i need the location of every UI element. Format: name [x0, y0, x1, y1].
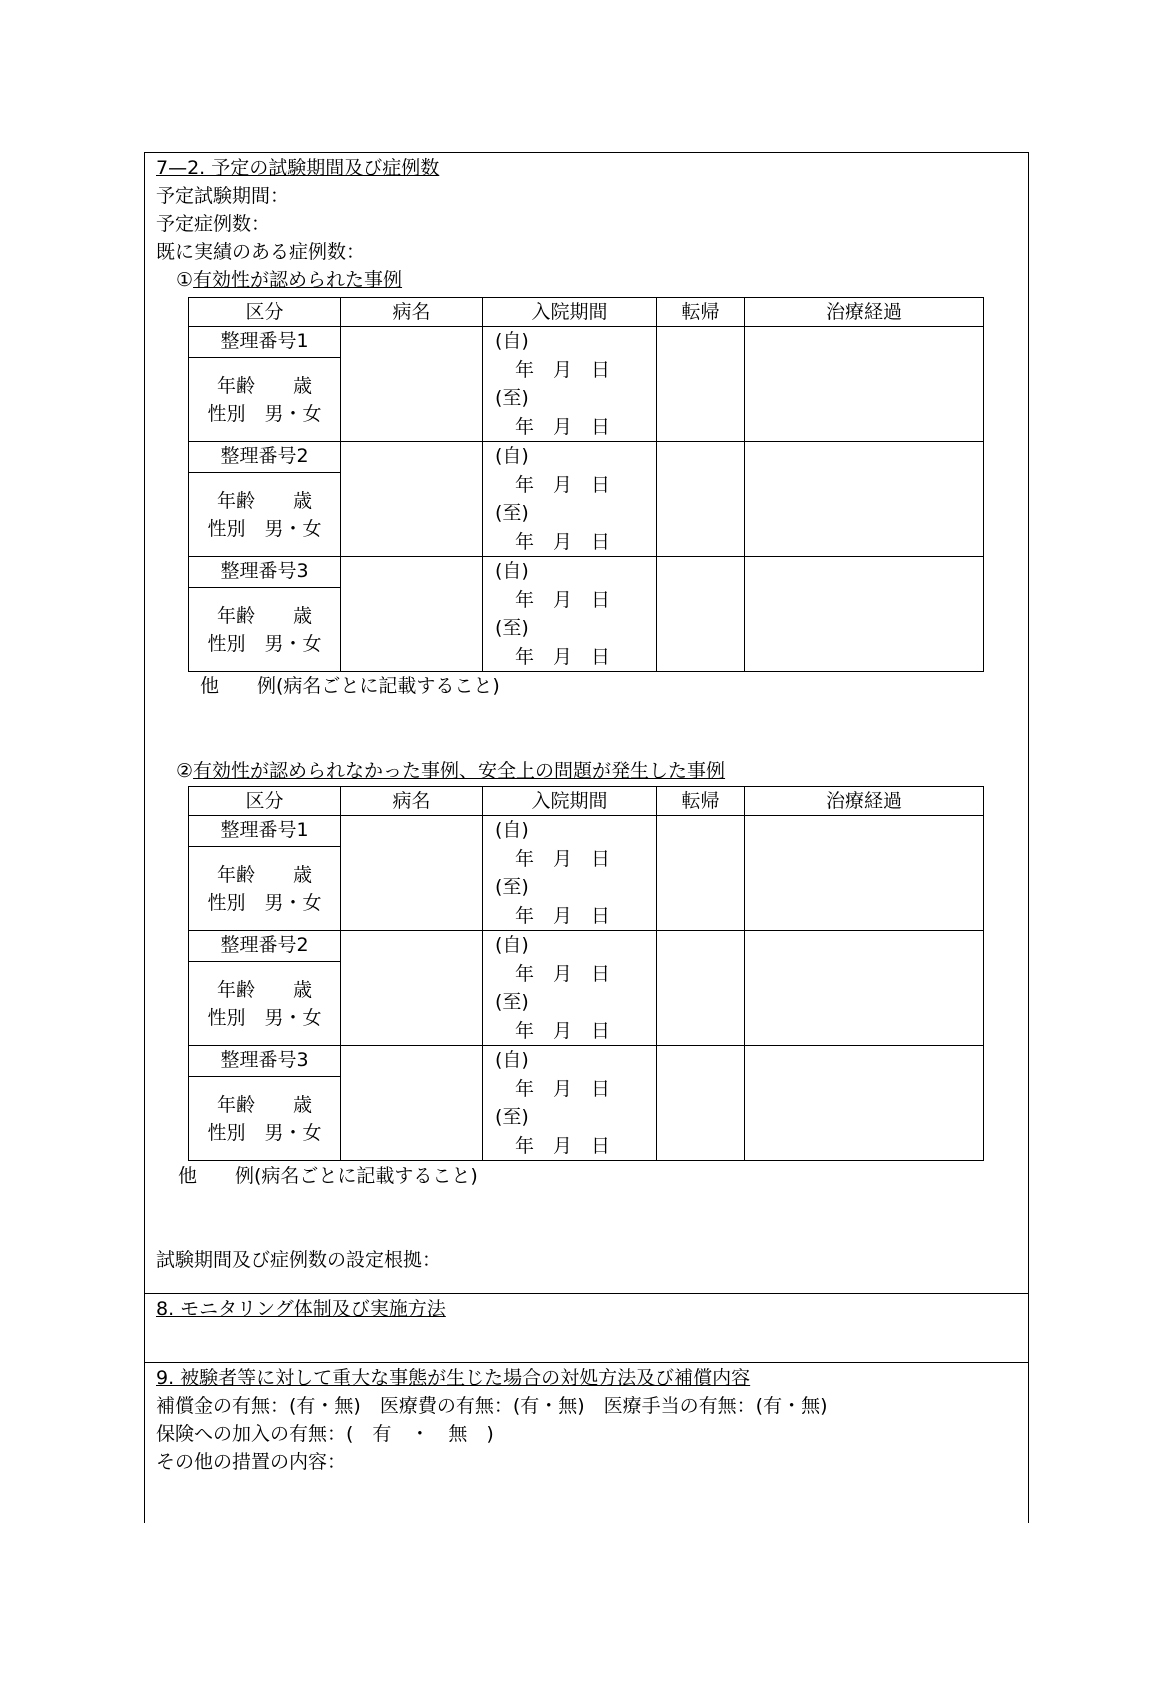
admission-period-cell[interactable] [483, 442, 657, 557]
noneffective-heading [176, 759, 725, 783]
outcome-cell[interactable] [657, 1046, 745, 1161]
date-label: 年 月 日 [515, 1019, 611, 1042]
to-label: (至) [495, 502, 529, 524]
disease-cell[interactable] [341, 557, 483, 672]
disease-cell[interactable] [341, 327, 483, 442]
treatment-course-cell[interactable] [745, 1046, 984, 1161]
effective-cases-table [188, 297, 984, 672]
treatment-course-cell[interactable] [745, 816, 984, 931]
table-row [189, 931, 984, 962]
other-cases-note: 他 例(病名ごとに記載すること) [178, 1165, 478, 1187]
effective-heading [176, 268, 402, 292]
section-7-2-title: 7—2. 予定の試験期間及び症例数 [156, 157, 440, 179]
admission-period-cell[interactable] [483, 327, 657, 442]
case-number: 整理番号1 [189, 327, 341, 358]
age-label: 年齢 歳 [216, 604, 312, 627]
disease-cell[interactable] [341, 931, 483, 1046]
column-header: 病名 [341, 787, 483, 816]
column-header: 入院期間 [483, 787, 657, 816]
date-label: 年 月 日 [515, 645, 611, 668]
column-header: 区分 [189, 787, 341, 816]
age-sex-cell [189, 588, 341, 672]
column-header: 区分 [189, 298, 341, 327]
compensation-line: 補償金の有無：(有・無) 医療費の有無：(有・無) 医療手当の有無：(有・無) [156, 1395, 828, 1417]
age-label: 年齢 歳 [216, 978, 312, 1001]
age-label: 年齢 歳 [216, 489, 312, 512]
prior-cases-label: 既に実績のある症例数： [156, 241, 366, 263]
age-label: 年齢 歳 [216, 374, 312, 397]
from-label: (自) [495, 934, 529, 956]
case-number: 整理番号3 [189, 1046, 341, 1077]
disease-cell[interactable] [341, 442, 483, 557]
to-label: (至) [495, 617, 529, 639]
table-row [189, 327, 984, 358]
section-divider [144, 1293, 1029, 1294]
admission-period-cell[interactable] [483, 557, 657, 672]
outcome-cell[interactable] [657, 816, 745, 931]
date-label: 年 月 日 [515, 962, 611, 985]
age-sex-cell [189, 962, 341, 1046]
column-header: 転帰 [657, 787, 745, 816]
other-measures-label: その他の措置の内容： [156, 1451, 347, 1473]
column-header: 治療経過 [745, 298, 984, 327]
column-header: 治療経過 [745, 787, 984, 816]
age-sex-cell [189, 1077, 341, 1161]
date-label: 年 月 日 [515, 530, 611, 553]
planned-cases-label: 予定症例数： [156, 213, 271, 235]
case-number: 整理番号3 [189, 557, 341, 588]
outcome-cell[interactable] [657, 327, 745, 442]
treatment-course-cell[interactable] [745, 557, 984, 672]
from-label: (自) [495, 560, 529, 582]
age-sex-cell [189, 358, 341, 442]
date-label: 年 月 日 [515, 1134, 611, 1157]
table-row [189, 557, 984, 588]
from-label: (自) [495, 330, 529, 352]
planned-period-label: 予定試験期間： [156, 185, 290, 207]
outcome-cell[interactable] [657, 557, 745, 672]
column-header: 転帰 [657, 298, 745, 327]
date-label: 年 月 日 [515, 415, 611, 438]
section-divider [144, 1362, 1029, 1363]
table-row [189, 442, 984, 473]
heading-text: 有効性が認められた事例 [193, 269, 403, 291]
age-label: 年齢 歳 [216, 1093, 312, 1116]
heading-text: 有効性が認められなかった事例、安全上の問題が発生した事例 [193, 760, 726, 782]
sex-label: 性別 男・女 [207, 891, 322, 914]
to-label: (至) [495, 387, 529, 409]
sex-label: 性別 男・女 [207, 402, 322, 425]
age-label: 年齢 歳 [216, 863, 312, 886]
disease-cell[interactable] [341, 816, 483, 931]
section-8-title: 8. モニタリング体制及び実施方法 [156, 1298, 446, 1320]
outcome-cell[interactable] [657, 931, 745, 1046]
date-label: 年 月 日 [515, 1077, 611, 1100]
sex-label: 性別 男・女 [207, 517, 322, 540]
age-sex-cell [189, 473, 341, 557]
age-sex-cell [189, 847, 341, 931]
date-label: 年 月 日 [515, 473, 611, 496]
sex-label: 性別 男・女 [207, 1006, 322, 1029]
case-number: 整理番号2 [189, 442, 341, 473]
treatment-course-cell[interactable] [745, 931, 984, 1046]
case-number: 整理番号2 [189, 931, 341, 962]
column-header: 入院期間 [483, 298, 657, 327]
date-label: 年 月 日 [515, 847, 611, 870]
sex-label: 性別 男・女 [207, 632, 322, 655]
heading-number: ② [176, 760, 194, 782]
date-label: 年 月 日 [515, 904, 611, 927]
treatment-course-cell[interactable] [745, 327, 984, 442]
column-header: 病名 [341, 298, 483, 327]
from-label: (自) [495, 819, 529, 841]
insurance-line: 保険への加入の有無：( 有 ・ 無 ) [156, 1423, 494, 1445]
from-label: (自) [495, 1049, 529, 1071]
case-number: 整理番号1 [189, 816, 341, 847]
table-row [189, 1046, 984, 1077]
date-label: 年 月 日 [515, 588, 611, 611]
to-label: (至) [495, 1106, 529, 1128]
other-cases-note: 他 例(病名ごとに記載すること) [200, 675, 500, 697]
disease-cell[interactable] [341, 1046, 483, 1161]
admission-period-cell[interactable] [483, 931, 657, 1046]
section-9-title: 9. 被験者等に対して重大な事態が生じた場合の対処方法及び補償内容 [156, 1367, 751, 1389]
admission-period-cell[interactable] [483, 1046, 657, 1161]
sex-label: 性別 男・女 [207, 1121, 322, 1144]
table-row [189, 816, 984, 847]
from-label: (自) [495, 445, 529, 467]
treatment-course-cell[interactable] [745, 442, 984, 557]
basis-label: 試験期間及び症例数の設定根拠： [156, 1249, 442, 1271]
heading-number: ① [176, 269, 194, 291]
outcome-cell[interactable] [657, 442, 745, 557]
admission-period-cell[interactable] [483, 816, 657, 931]
date-label: 年 月 日 [515, 358, 611, 381]
to-label: (至) [495, 991, 529, 1013]
to-label: (至) [495, 876, 529, 898]
noneffective-cases-table [188, 786, 984, 1161]
